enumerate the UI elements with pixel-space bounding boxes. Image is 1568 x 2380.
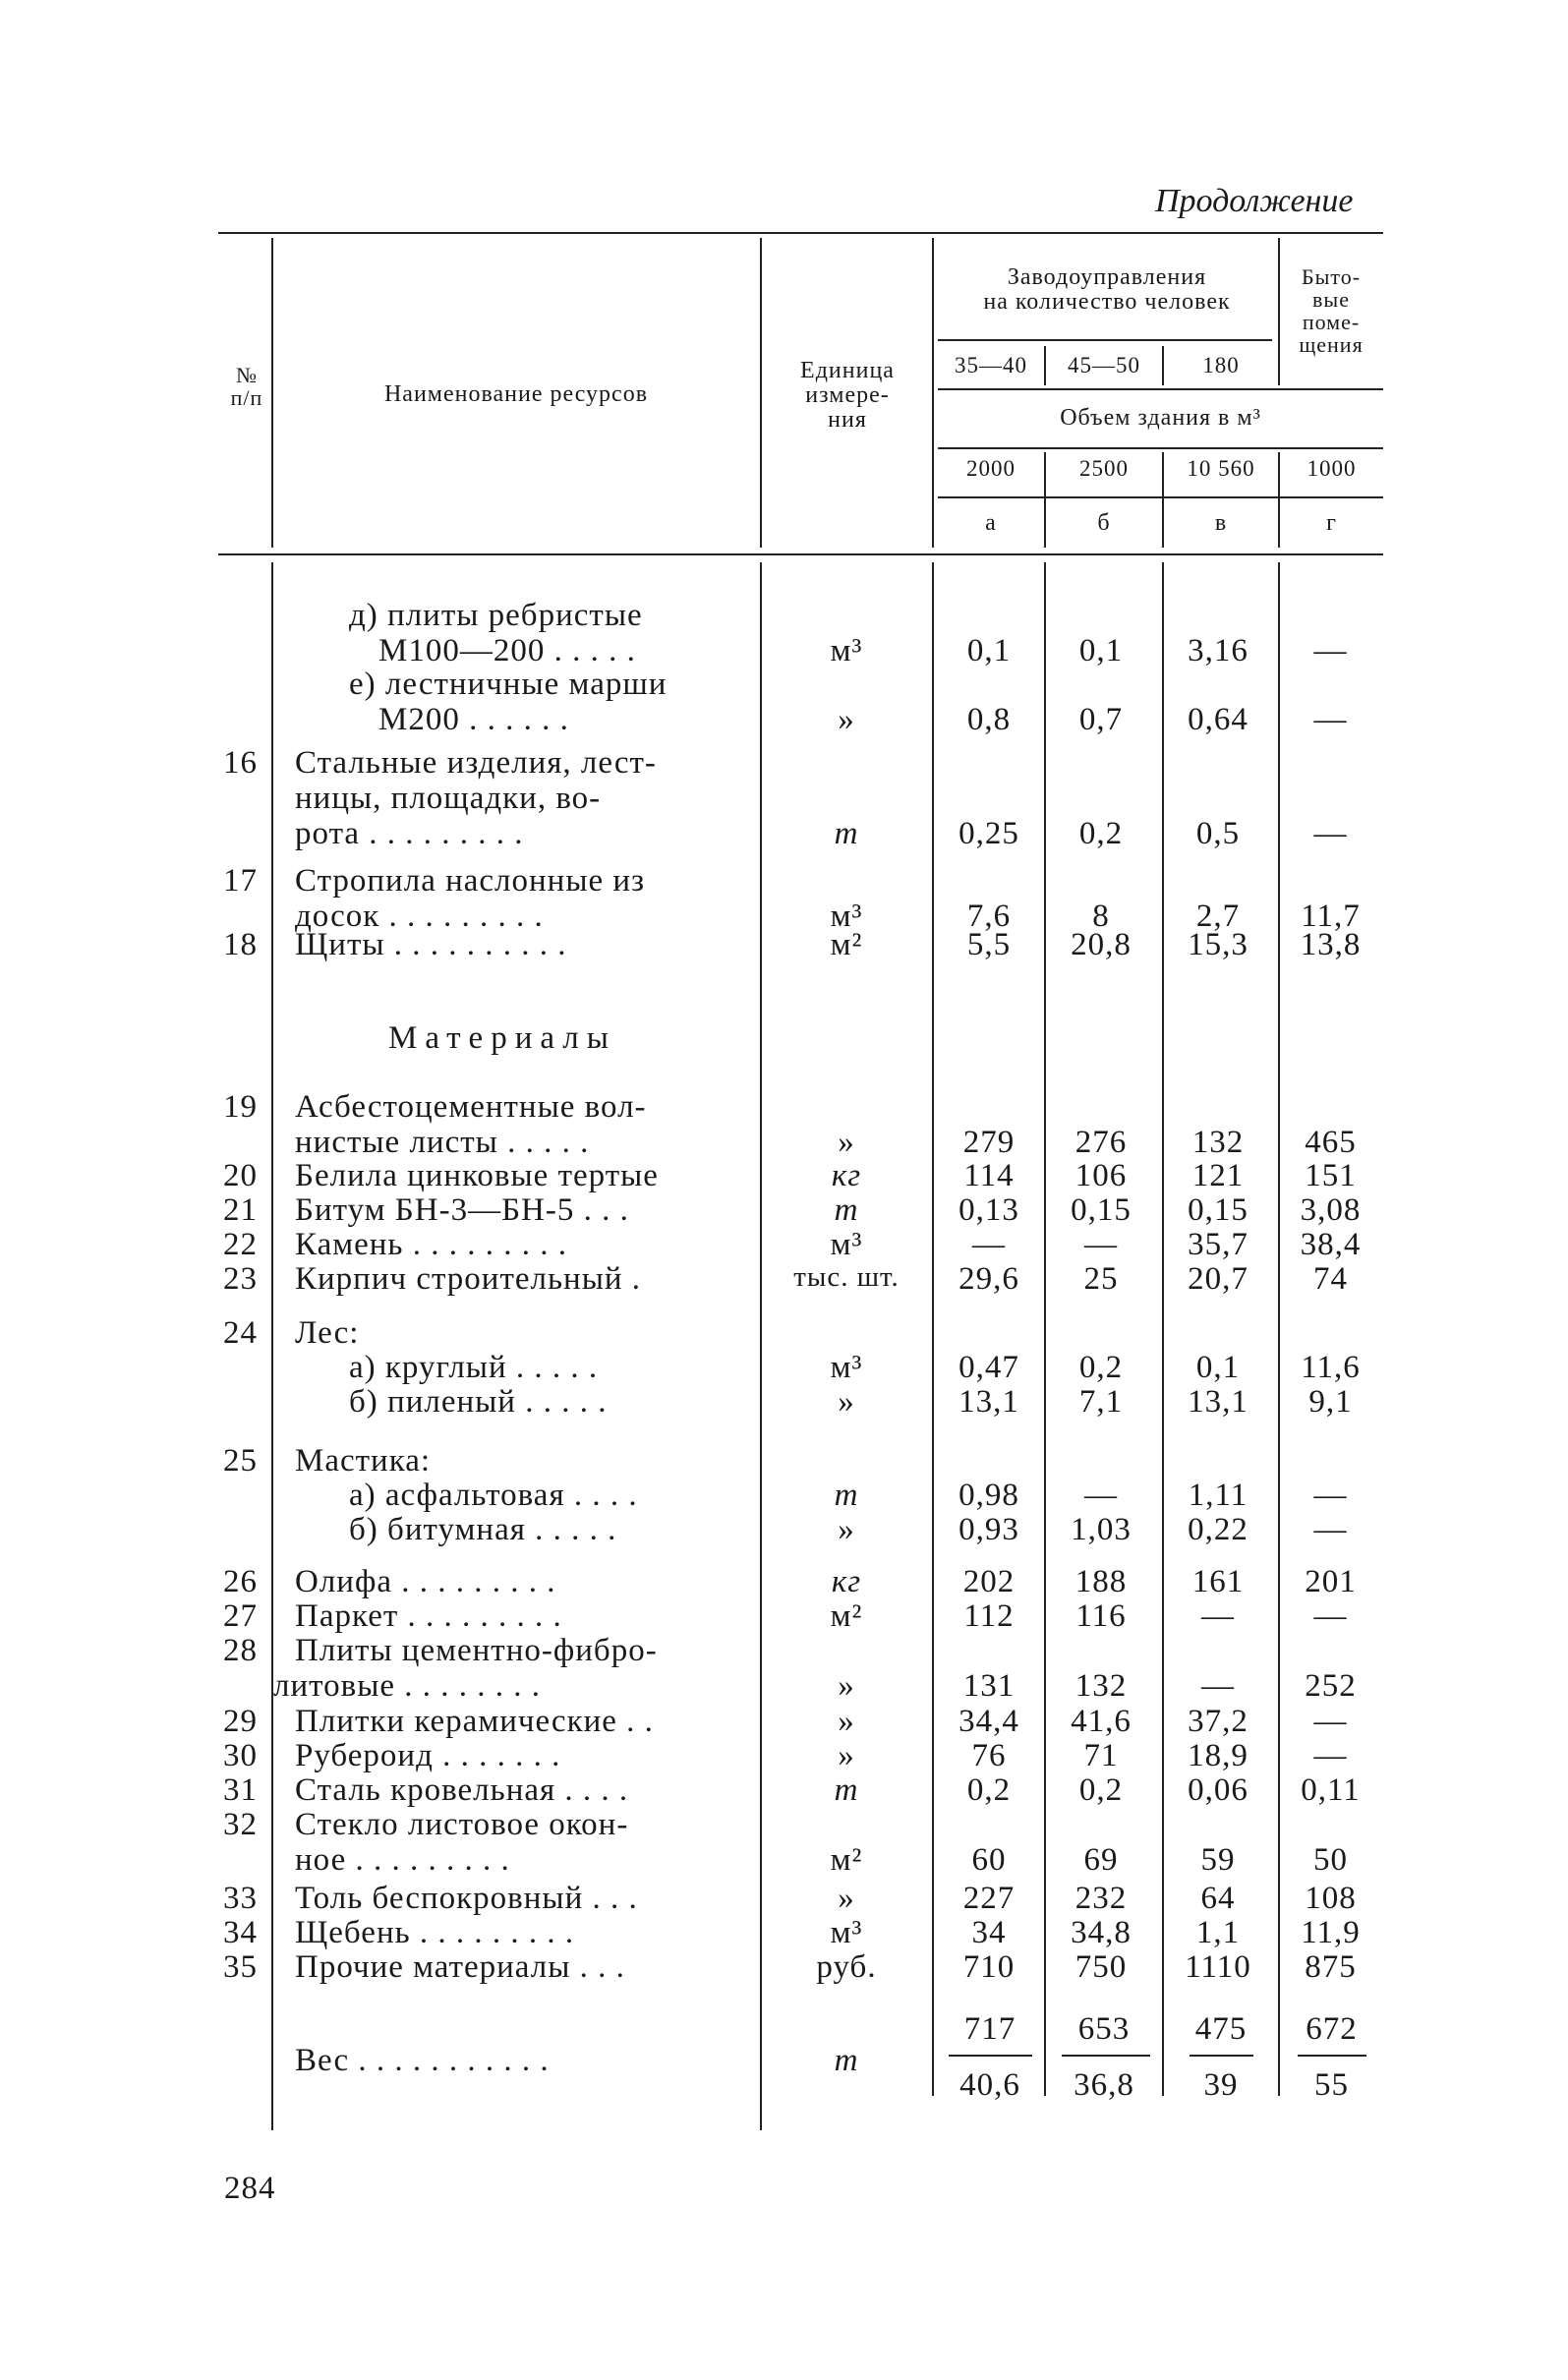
value-cell-b: 276 bbox=[1074, 1125, 1128, 1160]
resource-name-line: М100—200 . . . . . bbox=[378, 633, 636, 668]
value-cell-a: 0,93 bbox=[958, 1512, 1019, 1547]
weight-bottom-d: 55 bbox=[1314, 2067, 1349, 2103]
resource-name-line: ное . . . . . . . . . bbox=[295, 1842, 510, 1878]
value-cell-c: 0,15 bbox=[1188, 1192, 1249, 1228]
continuation-label: Продолжение bbox=[1155, 183, 1354, 219]
weight-frac-c bbox=[1190, 2055, 1253, 2057]
unit-cell: руб. bbox=[816, 1949, 877, 1985]
value-cell-c: 0,5 bbox=[1195, 816, 1241, 851]
weight-top-d: 672 bbox=[1306, 2011, 1358, 2047]
value-cell-d: 11,6 bbox=[1301, 1350, 1361, 1385]
resource-name-line: д) плиты ребристые bbox=[349, 598, 643, 633]
header-volume-4: 1000 bbox=[1307, 456, 1357, 481]
value-cell-b: — bbox=[1084, 1227, 1118, 1262]
value-cell-b: 7,1 bbox=[1078, 1384, 1124, 1420]
unit-cell: » bbox=[838, 1512, 855, 1547]
row-number: 28 bbox=[223, 1633, 258, 1668]
value-cell-a: 0,47 bbox=[958, 1350, 1019, 1385]
value-cell-d: — bbox=[1313, 1512, 1348, 1547]
value-cell-d: — bbox=[1313, 816, 1348, 851]
unit-cell: м³ bbox=[830, 633, 863, 668]
value-cell-c: 13,1 bbox=[1188, 1384, 1249, 1420]
header-volume-3: 10 560 bbox=[1187, 456, 1255, 481]
resource-name-line: нистые листы . . . . . bbox=[295, 1125, 590, 1160]
value-cell-b: 132 bbox=[1074, 1668, 1128, 1704]
value-cell-b: 188 bbox=[1074, 1564, 1128, 1599]
col-sep-unit bbox=[932, 238, 934, 548]
value-cell-a: 7,6 bbox=[966, 899, 1012, 934]
value-cell-a: 0,1 bbox=[966, 633, 1012, 668]
value-cell-c: 35,7 bbox=[1188, 1227, 1249, 1262]
unit-cell: » bbox=[838, 1881, 855, 1916]
table-top-rule bbox=[218, 232, 1383, 234]
row-number: 21 bbox=[223, 1192, 258, 1228]
header-rule-group bbox=[938, 339, 1272, 341]
value-cell-c: — bbox=[1201, 1598, 1235, 1634]
row-number: 16 bbox=[223, 745, 258, 781]
resource-name-line: Щебень . . . . . . . . . bbox=[295, 1915, 575, 1950]
header-rule-people bbox=[938, 388, 1383, 390]
value-cell-c: 0,64 bbox=[1188, 702, 1249, 737]
col-sep-name-body bbox=[760, 562, 762, 2130]
weight-bottom-c: 39 bbox=[1203, 2067, 1239, 2103]
value-cell-a: 112 bbox=[963, 1598, 1015, 1634]
resource-name-line: Плитки керамические . . bbox=[295, 1704, 654, 1739]
header-unit: Единица измере- ния bbox=[800, 358, 895, 434]
value-cell-d: 11,9 bbox=[1301, 1915, 1361, 1950]
header-rule-volumes bbox=[938, 496, 1383, 498]
header-volume: Объем здания в м³ bbox=[1060, 405, 1261, 431]
unit-cell: » bbox=[838, 702, 855, 737]
unit-cell: т bbox=[834, 1192, 859, 1228]
resource-name-line: Битум БН-3—БН-5 . . . bbox=[295, 1192, 629, 1228]
resource-name-line: Мастика: bbox=[295, 1443, 432, 1479]
row-number: 34 bbox=[223, 1915, 258, 1950]
value-cell-d: 50 bbox=[1313, 1842, 1348, 1878]
value-cell-a: 60 bbox=[971, 1842, 1007, 1878]
value-cell-a: 710 bbox=[962, 1949, 1016, 1985]
unit-cell: » bbox=[838, 1384, 855, 1420]
value-cell-c: 1,11 bbox=[1188, 1478, 1249, 1513]
row-number: 20 bbox=[223, 1158, 258, 1193]
value-cell-d: — bbox=[1313, 702, 1348, 737]
value-cell-c: 18,9 bbox=[1188, 1738, 1249, 1773]
value-cell-a: 114 bbox=[963, 1158, 1015, 1193]
resource-name-line: а) круглый . . . . . bbox=[349, 1350, 599, 1385]
row-number: 27 bbox=[223, 1598, 258, 1634]
unit-cell: м³ bbox=[830, 1350, 863, 1385]
value-cell-b: 41,6 bbox=[1071, 1704, 1132, 1739]
value-cell-d: 465 bbox=[1305, 1125, 1357, 1160]
header-name: Наименование ресурсов bbox=[383, 381, 649, 407]
value-cell-c: 3,16 bbox=[1188, 633, 1249, 668]
value-cell-a: 227 bbox=[962, 1881, 1016, 1916]
weight-bottom-a: 40,6 bbox=[959, 2067, 1020, 2103]
weight-top-a: 717 bbox=[963, 2011, 1016, 2047]
value-cell-a: 13,1 bbox=[958, 1384, 1019, 1420]
unit-cell: тыс. шт. bbox=[793, 1261, 900, 1293]
resource-name-line: Камень . . . . . . . . . bbox=[295, 1227, 567, 1262]
weight-frac-d bbox=[1298, 2055, 1366, 2057]
value-cell-b: 0,15 bbox=[1071, 1192, 1132, 1228]
value-cell-b: 0,1 bbox=[1078, 633, 1124, 668]
resource-name-line: б) пиленый . . . . . bbox=[349, 1384, 608, 1420]
value-cell-b: 750 bbox=[1074, 1949, 1128, 1985]
resource-name-line: досок . . . . . . . . . bbox=[295, 899, 544, 934]
unit-cell: м³ bbox=[830, 1915, 863, 1950]
value-cell-c: 2,7 bbox=[1195, 899, 1241, 934]
resource-name-line: Асбестоцементные вол- bbox=[295, 1089, 647, 1125]
header-rule-volume bbox=[938, 447, 1383, 449]
value-cell-b: 106 bbox=[1074, 1158, 1128, 1193]
value-cell-c: 59 bbox=[1200, 1842, 1236, 1878]
resource-name-line: ницы, площадки, во- bbox=[295, 781, 602, 816]
resource-name-line: Стальные изделия, лест- bbox=[295, 745, 657, 781]
value-cell-b: 0,2 bbox=[1078, 816, 1124, 851]
col-sep-c bbox=[1278, 238, 1280, 385]
col-sep-num-body bbox=[271, 562, 273, 2130]
row-number: 31 bbox=[223, 1772, 258, 1808]
resource-name-line: а) асфальтовая . . . . bbox=[349, 1478, 638, 1513]
value-cell-c: 64 bbox=[1200, 1881, 1236, 1916]
col-sep-name bbox=[760, 238, 762, 548]
value-cell-d: 875 bbox=[1305, 1949, 1357, 1985]
header-volume-2: 2500 bbox=[1079, 456, 1129, 481]
unit-cell: кг bbox=[831, 1564, 862, 1599]
unit-cell: » bbox=[838, 1704, 855, 1739]
resource-name-line: е) лестничные марши bbox=[349, 667, 668, 702]
value-cell-d: 3,08 bbox=[1300, 1192, 1362, 1228]
resource-name-line: б) битумная . . . . . bbox=[349, 1512, 617, 1547]
value-cell-b: 8 bbox=[1092, 899, 1110, 934]
row-number: 33 bbox=[223, 1881, 258, 1916]
value-cell-b: 0,2 bbox=[1078, 1772, 1124, 1808]
value-cell-c: 20,7 bbox=[1188, 1261, 1249, 1297]
resource-name-line: Прочие материалы . . . bbox=[295, 1949, 625, 1985]
resource-name-line: литовые . . . . . . . . bbox=[273, 1668, 542, 1704]
col-sep-unit-body bbox=[932, 562, 934, 2096]
unit-cell: м² bbox=[830, 1598, 863, 1634]
resource-name-line: Щиты . . . . . . . . . . bbox=[295, 927, 567, 962]
value-cell-b: 0,2 bbox=[1078, 1350, 1124, 1385]
value-cell-d: — bbox=[1313, 633, 1348, 668]
col-sep-num bbox=[271, 238, 273, 548]
value-cell-a: 76 bbox=[971, 1738, 1007, 1773]
page-number: 284 bbox=[224, 2171, 276, 2206]
value-cell-c: 121 bbox=[1191, 1158, 1245, 1193]
value-cell-b: 69 bbox=[1083, 1842, 1119, 1878]
header-people-3: 180 bbox=[1202, 353, 1240, 377]
unit-cell: т bbox=[834, 1478, 859, 1513]
unit-cell: » bbox=[838, 1125, 855, 1160]
value-cell-a: — bbox=[972, 1227, 1006, 1262]
section-title: Материалы bbox=[388, 1020, 616, 1056]
value-cell-b: 25 bbox=[1083, 1261, 1119, 1297]
value-cell-d: — bbox=[1313, 1478, 1348, 1513]
value-cell-b: 71 bbox=[1083, 1738, 1119, 1773]
header-people-2: 45—50 bbox=[1068, 353, 1140, 377]
value-cell-b: — bbox=[1084, 1478, 1118, 1513]
value-cell-a: 0,8 bbox=[966, 702, 1012, 737]
header-letter-a: а bbox=[985, 510, 997, 536]
resource-name-line: Плиты цементно-фибро- bbox=[295, 1633, 658, 1668]
header-group-a: Заводоуправления на количество человек bbox=[983, 264, 1231, 316]
resource-name-line: Кирпич строительный . bbox=[295, 1261, 642, 1297]
resource-name-line: Сталь кровельная . . . . bbox=[295, 1772, 629, 1808]
header-bottom-rule bbox=[218, 553, 1383, 555]
value-cell-d: 9,1 bbox=[1308, 1384, 1353, 1420]
header-letter-b: б bbox=[1097, 510, 1111, 536]
value-cell-a: 202 bbox=[962, 1564, 1016, 1599]
header-group-b: Быто- вые поме- щения bbox=[1299, 264, 1364, 358]
header-letter-d: г bbox=[1326, 510, 1337, 536]
header-letter-c: в bbox=[1214, 510, 1228, 536]
weight-bottom-b: 36,8 bbox=[1074, 2067, 1134, 2103]
value-cell-c: — bbox=[1201, 1668, 1235, 1704]
row-number: 24 bbox=[223, 1315, 258, 1351]
value-cell-a: 34 bbox=[971, 1915, 1007, 1950]
value-cell-b: 1,03 bbox=[1071, 1512, 1132, 1547]
unit-cell: м³ bbox=[830, 1227, 863, 1262]
value-cell-a: 29,6 bbox=[958, 1261, 1019, 1297]
resource-name-line: Белила цинковые тертые bbox=[295, 1158, 659, 1193]
value-cell-d: — bbox=[1313, 1598, 1348, 1634]
value-cell-a: 34,4 bbox=[958, 1704, 1019, 1739]
unit-cell: т bbox=[834, 816, 859, 851]
row-number: 22 bbox=[223, 1227, 258, 1262]
unit-cell: » bbox=[838, 1668, 855, 1704]
unit-cell: » bbox=[838, 1738, 855, 1773]
value-cell-b: 116 bbox=[1075, 1598, 1127, 1634]
value-cell-d: 11,7 bbox=[1301, 899, 1361, 934]
value-cell-c: 15,3 bbox=[1188, 927, 1249, 962]
row-number: 29 bbox=[223, 1704, 258, 1739]
value-cell-d: 13,8 bbox=[1300, 927, 1362, 962]
header-num: № п/п bbox=[230, 363, 263, 411]
resource-name-line: Лес: bbox=[295, 1315, 360, 1351]
value-cell-d: — bbox=[1313, 1704, 1348, 1739]
weight-top-c: 475 bbox=[1194, 2011, 1248, 2047]
value-cell-d: 151 bbox=[1305, 1158, 1357, 1193]
value-cell-a: 0,2 bbox=[966, 1772, 1012, 1808]
resource-name-line: Рубероид . . . . . . . bbox=[295, 1738, 561, 1773]
resource-name-line: Олифа . . . . . . . . . bbox=[295, 1564, 556, 1599]
weight-frac-b bbox=[1062, 2055, 1150, 2057]
unit-cell: м² bbox=[830, 1842, 863, 1878]
resource-name-line: рота . . . . . . . . . bbox=[295, 816, 524, 851]
row-number: 26 bbox=[223, 1564, 258, 1599]
value-cell-c: 161 bbox=[1191, 1564, 1245, 1599]
value-cell-b: 232 bbox=[1074, 1881, 1128, 1916]
row-number: 35 bbox=[223, 1949, 258, 1985]
value-cell-c: 37,2 bbox=[1188, 1704, 1249, 1739]
value-cell-a: 5,5 bbox=[966, 927, 1012, 962]
value-cell-c: 0,1 bbox=[1195, 1350, 1241, 1385]
value-cell-d: 252 bbox=[1305, 1668, 1357, 1704]
value-cell-d: — bbox=[1313, 1738, 1348, 1773]
row-number: 23 bbox=[223, 1261, 258, 1297]
weight-unit: т bbox=[834, 2043, 859, 2078]
value-cell-a: 131 bbox=[962, 1668, 1016, 1704]
row-number: 19 bbox=[223, 1089, 258, 1125]
row-number: 32 bbox=[223, 1807, 258, 1842]
value-cell-a: 0,25 bbox=[958, 816, 1019, 851]
resource-name-line: Стропила наслонные из bbox=[295, 863, 646, 899]
resource-name-line: Паркет . . . . . . . . . bbox=[295, 1598, 562, 1634]
value-cell-a: 0,98 bbox=[958, 1478, 1019, 1513]
value-cell-c: 1110 bbox=[1185, 1949, 1251, 1985]
row-number: 17 bbox=[223, 863, 258, 899]
value-cell-b: 20,8 bbox=[1071, 927, 1132, 962]
value-cell-b: 0,7 bbox=[1078, 702, 1124, 737]
unit-cell: м³ bbox=[830, 899, 863, 934]
unit-cell: м² bbox=[830, 927, 863, 962]
value-cell-c: 1,1 bbox=[1195, 1915, 1241, 1950]
value-cell-d: 38,4 bbox=[1300, 1227, 1362, 1262]
value-cell-d: 0,11 bbox=[1301, 1772, 1361, 1808]
weight-top-b: 653 bbox=[1077, 2011, 1131, 2047]
resource-name-line: Толь беспокровный . . . bbox=[295, 1881, 638, 1916]
weight-frac-a bbox=[949, 2055, 1032, 2057]
header-people-1: 35—40 bbox=[955, 353, 1027, 377]
value-cell-d: 74 bbox=[1313, 1261, 1348, 1297]
value-cell-c: 132 bbox=[1191, 1125, 1245, 1160]
value-cell-d: 201 bbox=[1305, 1564, 1357, 1599]
unit-cell: т bbox=[834, 1772, 859, 1808]
value-cell-a: 0,13 bbox=[958, 1192, 1019, 1228]
value-cell-b: 34,8 bbox=[1071, 1915, 1132, 1950]
row-number: 25 bbox=[223, 1443, 258, 1479]
resource-name-line: Стекло листовое окон- bbox=[295, 1807, 629, 1842]
value-cell-c: 0,06 bbox=[1188, 1772, 1249, 1808]
resource-name-line: М200 . . . . . . bbox=[378, 702, 569, 737]
unit-cell: кг bbox=[831, 1158, 862, 1193]
header-volume-1: 2000 bbox=[966, 456, 1016, 481]
row-number: 30 bbox=[223, 1738, 258, 1773]
row-number: 18 bbox=[223, 927, 258, 962]
value-cell-d: 108 bbox=[1305, 1881, 1357, 1916]
value-cell-a: 279 bbox=[962, 1125, 1016, 1160]
weight-label: Вес . . . . . . . . . . . bbox=[295, 2043, 550, 2078]
value-cell-c: 0,22 bbox=[1188, 1512, 1249, 1547]
